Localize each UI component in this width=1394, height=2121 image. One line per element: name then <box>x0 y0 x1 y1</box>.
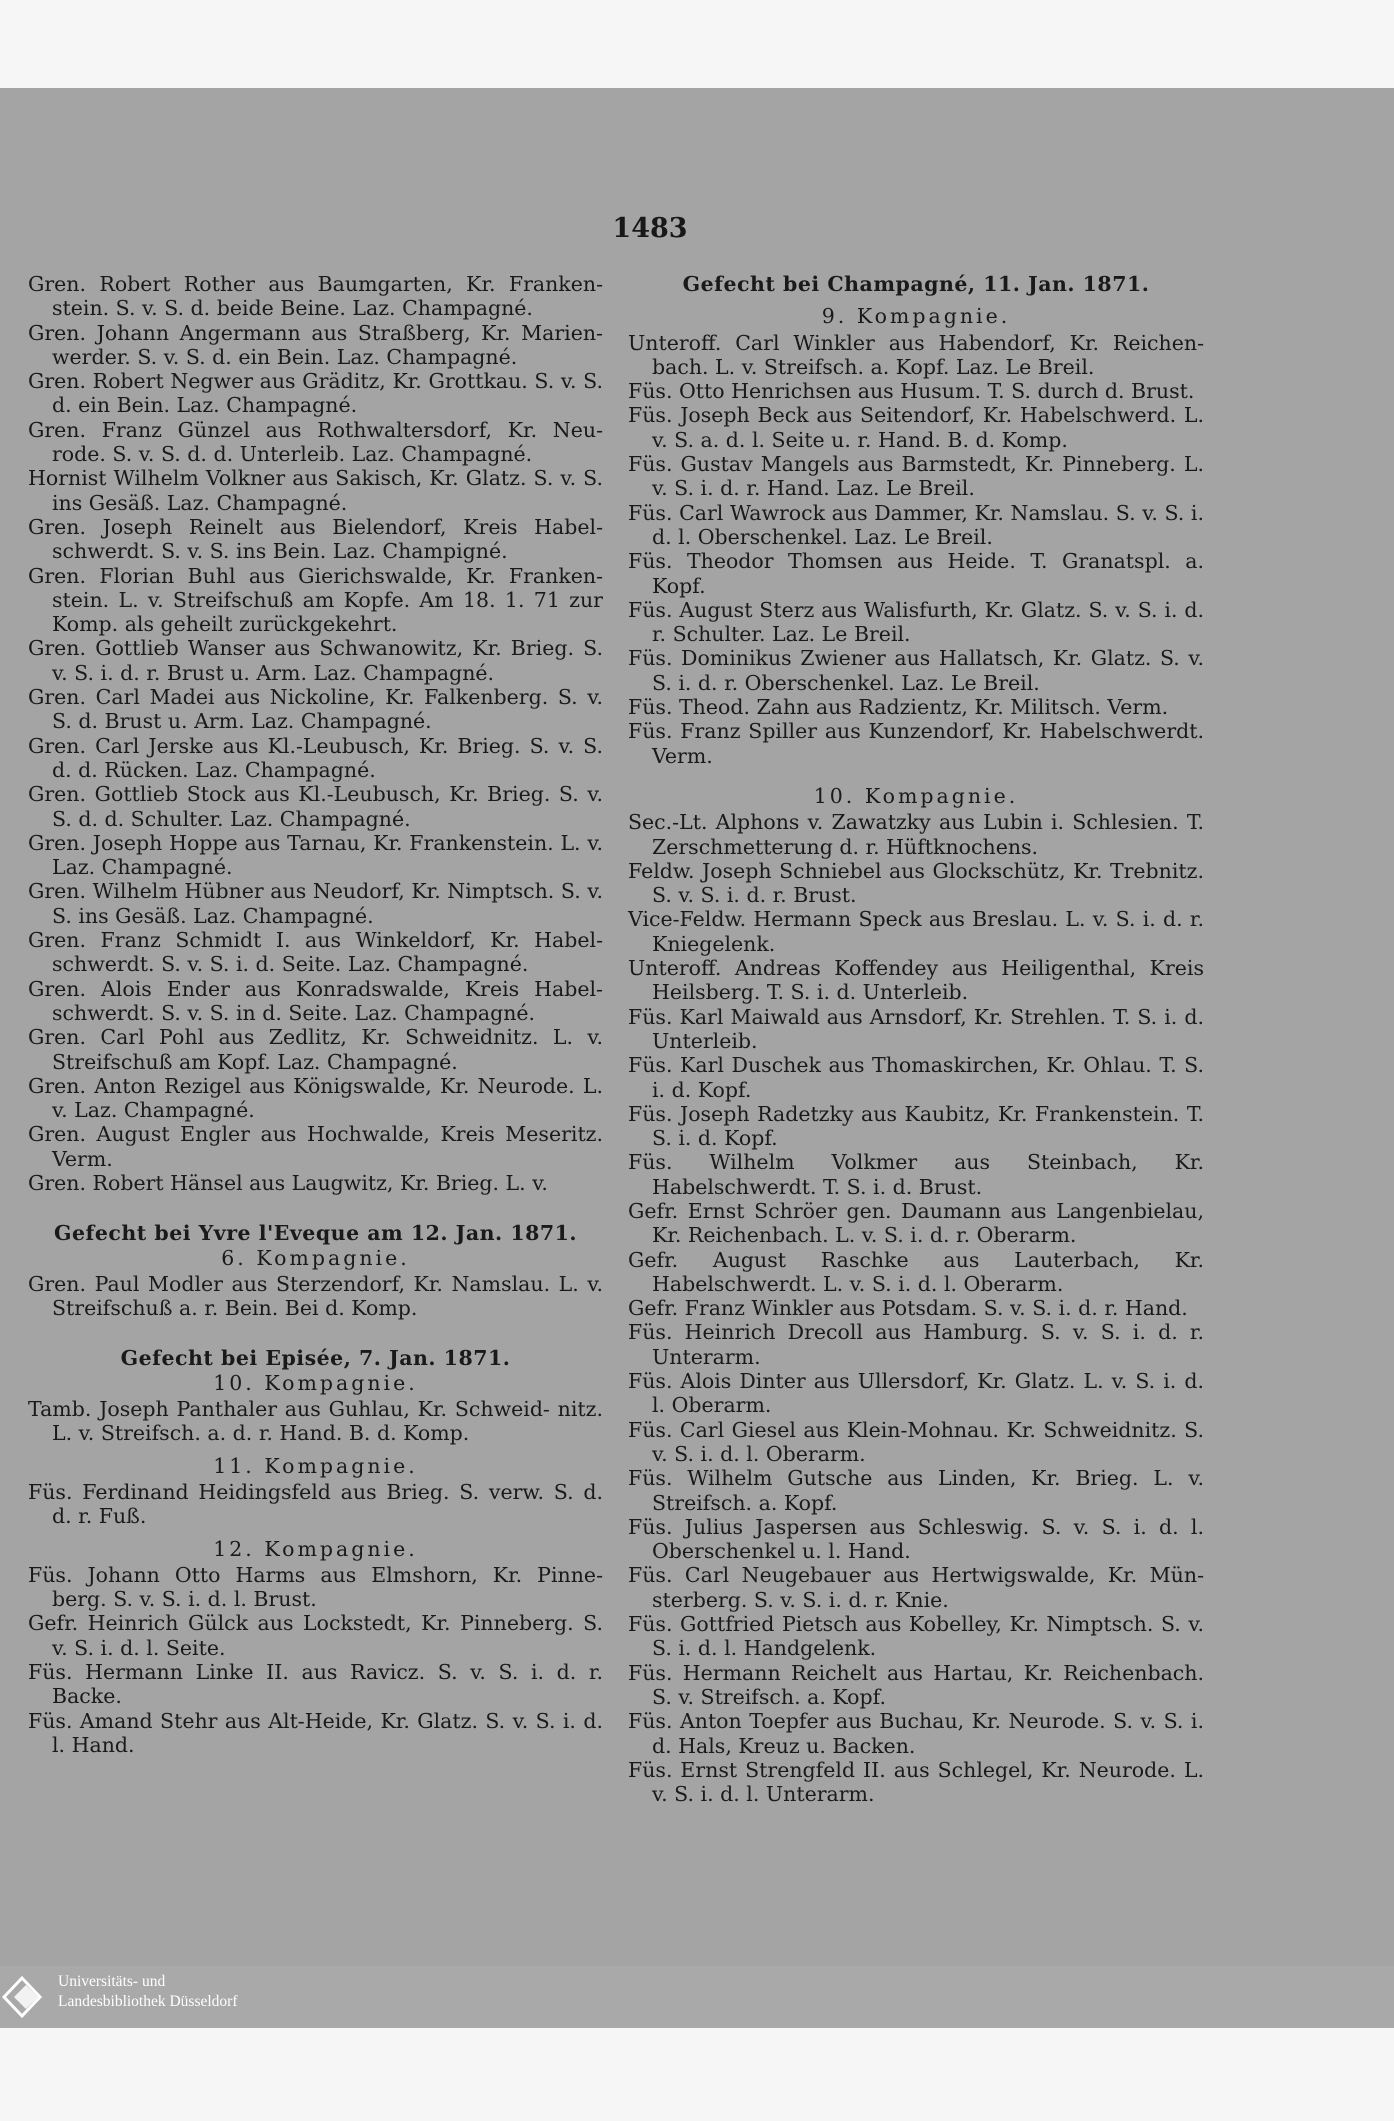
right-column <box>628 272 1204 1806</box>
casualty-entry: Füs. Joseph Radetzky aus Kaubitz, Kr. Frankenstein. T. S. i. d. Kopf. <box>628 1101 1204 1151</box>
company-heading-10-left: 10. Kompagnie. <box>213 1370 418 1395</box>
casualty-entry: Gefr. Ernst Schröer gen. Daumann aus Langenbielau, Kr. Reichenbach. L. v. S. i. d. r. Oberarm. <box>628 1198 1204 1248</box>
casualty-entry: Feldw. Joseph Schniebel aus Glockschütz, Kr. Trebnitz. S. v. S. i. d. r. Brust. <box>628 858 1204 908</box>
casualty-entry: Gren. Joseph Reinelt aus Bielendorf, Kreis Habel- schwerdt. S. v. S. ins Bein. Laz. Champigné. <box>28 514 603 564</box>
casualty-entry: Gren. Anton Rezigel aus Königswalde, Kr. Neurode. L. v. Laz. Champagné. <box>28 1073 603 1123</box>
library-credit <box>58 1972 238 2012</box>
casualty-entry: Füs. Theod. Zahn aus Radzientz, Kr. Militsch. Verm. <box>628 695 1169 720</box>
library-credit-line2: Landesbibliothek Düsseldorf <box>58 1993 238 2010</box>
casualty-entry: Füs. Amand Stehr aus Alt-Heide, Kr. Glatz. S. v. S. i. d. l. Hand. <box>28 1708 603 1757</box>
casualty-entry: Gren. Franz Schmidt I. aus Winkeldorf, Kr. Habel- schwerdt. S. v. S. i. d. Seite. Laz. Champagné. <box>28 928 603 977</box>
casualty-entry: Füs. Carl Giesel aus Klein-Mohnau. Kr. Schweidnitz. S. v. S. i. d. l. Oberarm. <box>628 1417 1204 1466</box>
casualty-entry: Sec.-Lt. Alphons v. Zawatzky aus Lubin i. Schlesien. T. Zerschmetterung d. r. Hüftknochens. <box>628 810 1204 859</box>
casualty-entry: Füs. Wilhelm Gutsche aus Linden, Kr. Brieg. L. v. Streifsch. a. Kopf. <box>628 1466 1204 1515</box>
casualty-entry: Tamb. Joseph Panthaler aus Guhlau, Kr. Schweid- nitz. L. v. Streifsch. a. d. r. Hand. B. d. Komp. <box>28 1397 603 1446</box>
casualty-list-company-11 <box>28 1480 603 1529</box>
ulb-logo-icon <box>0 1966 60 2028</box>
casualty-entry: Gefr. August Raschke aus Lauterbach, Kr. Habelschwerdt. L. v. S. i. d. l. Oberarm. <box>628 1247 1204 1296</box>
casualty-entry: Füs. Julius Jaspersen aus Schleswig. S. v. S. i. d. l. Oberschenkel u. l. Hand. <box>628 1514 1204 1564</box>
casualty-entry: Gren. Robert Hänsel aus Laugwitz, Kr. Brieg. L. v. <box>28 1170 548 1195</box>
section-heading-yvre: Gefecht bei Yvre l'Eveque am 12. Jan. 1871. <box>53 1221 578 1246</box>
casualty-entry: Füs. Ferdinand Heidingsfeld aus Brieg. S. verw. S. d. d. r. Fuß. <box>28 1479 603 1529</box>
casualty-entry: Füs. Hermann Reichelt aus Hartau, Kr. Reichenbach. S. v. Streifsch. a. Kopf. <box>628 1660 1204 1709</box>
casualty-entry: Füs. August Sterz aus Walisfurth, Kr. Glatz. S. v. S. i. d. r. Schulter. Laz. Le Breil. <box>628 597 1204 647</box>
casualty-entry: Gefr. Franz Winkler aus Potsdam. S. v. S. i. d. r. Hand. <box>628 1296 1188 1321</box>
company-heading-10-right: 10. Kompagnie. <box>813 783 1019 808</box>
casualty-entry: Unteroff. Carl Winkler aus Habendorf, Kr. Reichen- bach. L. v. Streifsch. a. Kopf. Laz. Le Breil. <box>628 330 1204 379</box>
casualty-entry: Gren. Carl Pohl aus Zedlitz, Kr. Schweidnitz. L. v. Streifschuß am Kopf. Laz. Champagné. <box>28 1025 603 1074</box>
casualty-entry: Hornist Wilhelm Volkner aus Sakisch, Kr. Glatz. S. v. S. ins Gesäß. Laz. Champagné. <box>28 466 603 515</box>
casualty-entry: Vice-Feldw. Hermann Speck aus Breslau. L. v. S. i. d. r. Kniegelenk. <box>628 907 1204 956</box>
casualty-entry: Füs. Ernst Strengfeld II. aus Schlegel, Kr. Neurode. L. v. S. i. d. l. Unterarm. <box>628 1757 1204 1807</box>
casualty-entry: Füs. Karl Maiwald aus Arnsdorf, Kr. Strehlen. T. S. i. d. Unterleib. <box>628 1004 1204 1053</box>
casualty-entry: Füs. Anton Toepfer aus Buchau, Kr. Neurode. S. v. S. i. d. Hals, Kreuz u. Backen. <box>628 1709 1204 1758</box>
casualty-entry: Füs. Karl Duschek aus Thomaskirchen, Kr. Ohlau. T. S. i. d. Kopf. <box>628 1053 1204 1102</box>
left-column <box>28 272 603 1757</box>
casualty-entry: Füs. Theodor Thomsen aus Heide. T. Granatspl. a. Kopf. <box>628 549 1204 598</box>
casualty-entry: Füs. Johann Otto Harms aus Elmshorn, Kr. Pinne- berg. S. v. S. i. d. l. Brust. <box>28 1562 603 1612</box>
casualty-entry: Gren. Carl Jerske aus Kl.-Leubusch, Kr. Brieg. S. v. S. d. d. Rücken. Laz. Champagné. <box>28 733 603 782</box>
casualty-entry: Gren. Joseph Hoppe aus Tarnau, Kr. Frankenstein. L. v. Laz. Champagné. <box>28 830 603 880</box>
casualty-entry: Gren. Franz Günzel aus Rothwaltersdorf, Kr. Neu- rode. S. v. S. d. d. Unterleib. Laz. Champagné. <box>28 417 603 467</box>
casualty-entry: Füs. Alois Dinter aus Ullersdorf, Kr. Glatz. L. v. S. i. d. l. Oberarm. <box>628 1369 1204 1418</box>
casualty-entry: Gren. Gottlieb Stock aus Kl.-Leubusch, Kr. Brieg. S. v. S. d. d. Schulter. Laz. Champagné. <box>28 782 603 831</box>
casualty-entry: Füs. Heinrich Drecoll aus Hamburg. S. v. S. i. d. r. Unterarm. <box>628 1320 1204 1369</box>
casualty-entry: Füs. Gottfried Pietsch aus Kobelley, Kr. Nimptsch. S. v. S. i. d. l. Handgelenk. <box>628 1612 1204 1661</box>
casualty-entry: Gren. Robert Rother aus Baumgarten, Kr. Franken- stein. S. v. S. d. beide Beine. Laz. Champagné. <box>28 272 603 321</box>
casualty-entry: Gren. Johann Angermann aus Straßberg, Kr. Marien- werder. S. v. S. d. ein Bein. Laz. Champagné. <box>28 320 603 369</box>
casualty-list-company-9 <box>628 331 1204 768</box>
casualty-list-company-10-right <box>628 810 1204 1806</box>
casualty-entry: Füs. Otto Henrichsen aus Husum. T. S. durch d. Brust. <box>628 379 1195 404</box>
casualty-entry: Gren. August Engler aus Hochwalde, Kreis Meseritz. Verm. <box>28 1122 603 1171</box>
casualty-entry: Gren. Florian Buhl aus Gierichswalde, Kr. Franken- stein. L. v. Streifschuß am Kopfe. Am 18. 1. 71 zur Komp. als geheilt zurückgekehrt. <box>28 563 603 637</box>
casualty-entry: Gren. Paul Modler aus Sterzendorf, Kr. Namslau. L. v. Streifschuß a. r. Bein. Bei d. Komp. <box>28 1271 603 1321</box>
section-heading-episee: Gefecht bei Episée, 7. Jan. 1871. <box>120 1346 511 1371</box>
company-heading-12: 12. Kompagnie. <box>213 1536 418 1561</box>
company-heading-9: 9. Kompagnie. <box>821 304 1011 329</box>
casualty-entry: Gefr. Heinrich Gülck aus Lockstedt, Kr. Pinneberg. S. v. S. i. d. l. Seite. <box>28 1611 603 1660</box>
section-heading-champagne: Gefecht bei Champagné, 11. Jan. 1871. <box>682 272 1150 296</box>
casualty-entry: Füs. Gustav Mangels aus Barmstedt, Kr. Pinneberg. L. v. S. i. d. r. Hand. Laz. Le Breil. <box>628 452 1204 501</box>
casualty-entry: Gren. Carl Madei aus Nickoline, Kr. Falkenberg. S. v. S. d. Brust u. Arm. Laz. Champagné. <box>28 685 603 734</box>
page-number: 1483 <box>612 213 688 244</box>
company-heading-11: 11. Kompagnie. <box>213 1453 418 1478</box>
casualty-entry: Gren. Wilhelm Hübner aus Neudorf, Kr. Nimptsch. S. v. S. ins Gesäß. Laz. Champagné. <box>28 879 603 928</box>
casualty-entry: Gren. Alois Ender aus Konradswalde, Kreis Habel- schwerdt. S. v. S. in d. Seite. Laz. Champagné. <box>28 976 603 1025</box>
library-credit-line1: Universitäts- und <box>58 1973 166 1990</box>
casualty-entry: Füs. Carl Neugebauer aus Hertwigswalde, Kr. Mün- sterberg. S. v. S. i. d. r. Knie. <box>628 1563 1204 1612</box>
casualty-entry: Gren. Gottlieb Wanser aus Schwanowitz, Kr. Brieg. S. v. S. i. d. r. Brust u. Arm. Laz. Champagné. <box>28 636 603 685</box>
casualty-entry: Füs. Wilhelm Volkmer aus Steinbach, Kr. Habelschwerdt. T. S. i. d. Brust. <box>628 1150 1204 1199</box>
casualty-list-company-12 <box>28 1563 603 1757</box>
casualty-entry: Füs. Franz Spiller aus Kunzendorf, Kr. Habelschwerdt. Verm. <box>628 719 1204 768</box>
casualty-entry: Füs. Hermann Linke II. aus Ravicz. S. v. S. i. d. r. Backe. <box>28 1660 603 1709</box>
company-heading-6: 6. Kompagnie. <box>221 1245 410 1270</box>
casualty-entry: Füs. Joseph Beck aus Seitendorf, Kr. Habelschwerd. L. v. S. a. d. l. Seite u. r. Hand. B. d. Komp. <box>628 403 1204 452</box>
casualty-entry: Füs. Carl Wawrock aus Dammer, Kr. Namslau. S. v. S. i. d. l. Oberschenkel. Laz. Le Breil. <box>628 500 1204 549</box>
casualty-list-company-6 <box>28 1272 603 1321</box>
casualty-entry: Gren. Robert Negwer aus Gräditz, Kr. Grottkau. S. v. S. d. ein Bein. Laz. Champagné. <box>28 369 603 418</box>
casualty-list-left-top <box>28 272 603 1195</box>
casualty-list-company-10-left <box>28 1397 603 1446</box>
casualty-entry: Füs. Dominikus Zwiener aus Hallatsch, Kr. Glatz. S. v. S. i. d. r. Oberschenkel. Laz. Le Breil. <box>628 646 1204 695</box>
casualty-entry: Unteroff. Andreas Koffendey aus Heiligenthal, Kreis Heilsberg. T. S. i. d. Unterleib. <box>628 956 1204 1005</box>
